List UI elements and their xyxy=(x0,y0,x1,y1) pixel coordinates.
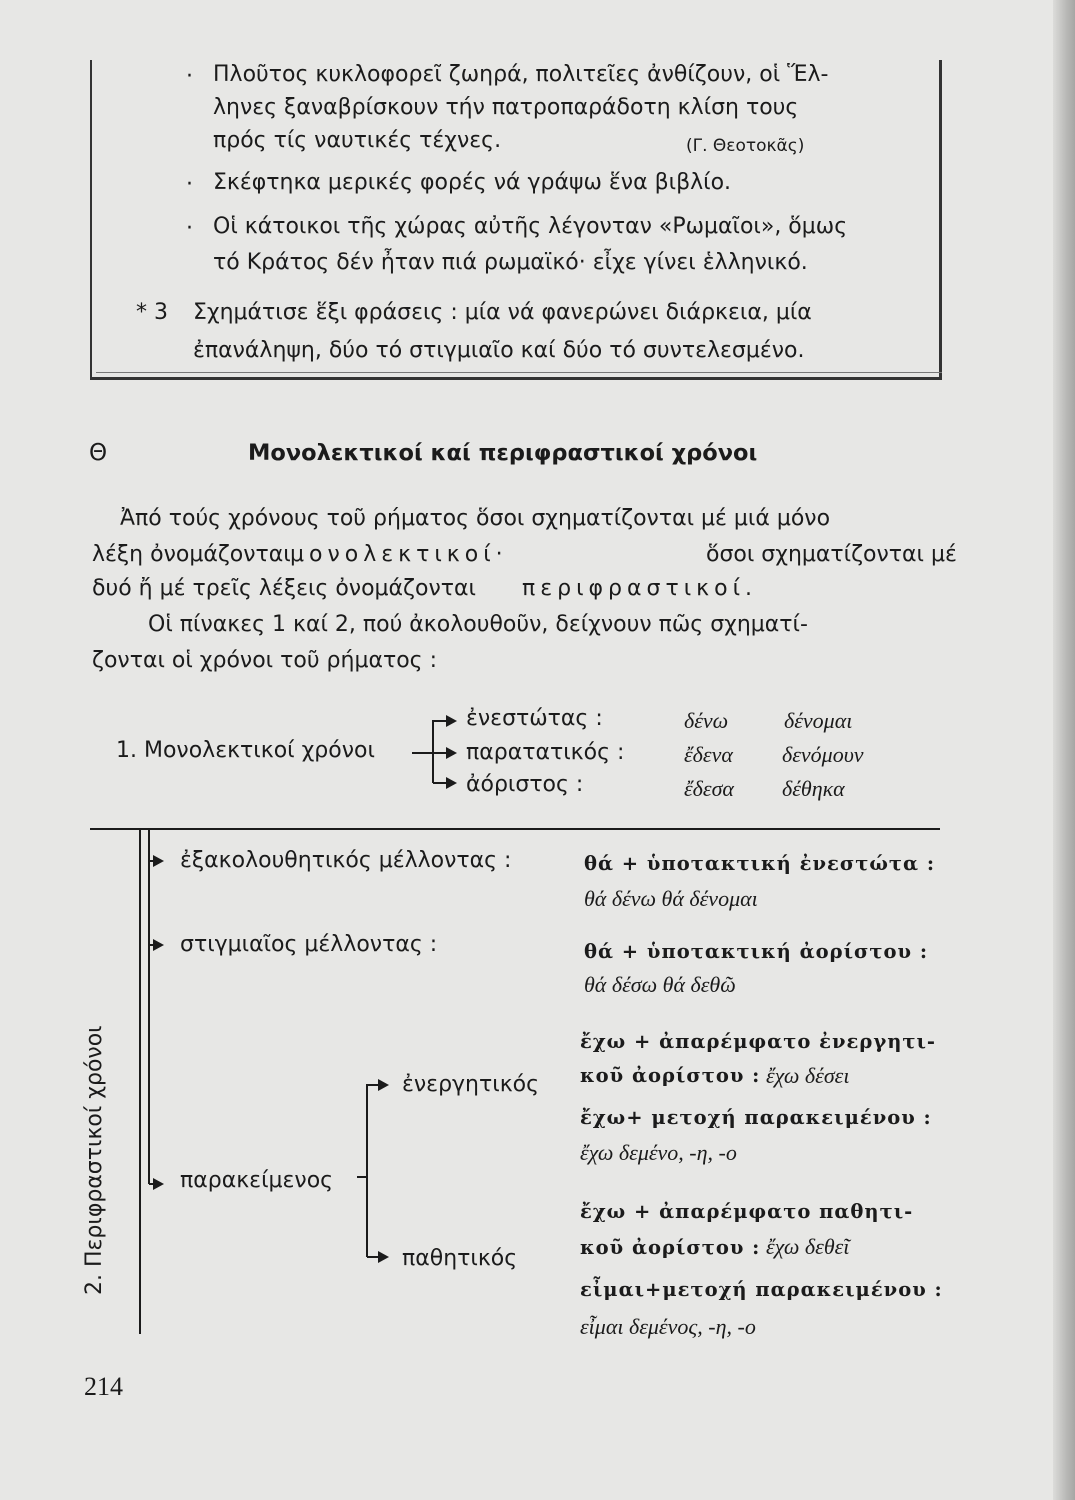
rule-future-simple: θά + ὑποτακτική ἀορίστου : xyxy=(584,940,929,963)
page-edge-shadow xyxy=(1053,0,1075,1500)
exercise-sentence-3-line-1: Οἱ κάτοικοι τῆς χώρας αὐτῆς λέγονταν «Ρωμαῖοι», ὅμως xyxy=(213,214,848,239)
table1-bracket-stem xyxy=(412,752,434,754)
rule-perfect-passive-1a: ἔχω + ἀπαρέμφατο παθητι- xyxy=(580,1200,914,1223)
form-aorist-passive: δέθηκα xyxy=(782,776,845,801)
arrow-icon xyxy=(153,939,164,951)
perfect-active-label: ἐνεργητικός xyxy=(402,1072,540,1097)
bullet-marker: · xyxy=(186,64,193,89)
tense-aorist: ἀόριστος : xyxy=(466,772,584,797)
arrow-icon xyxy=(446,777,457,789)
exercise-sentence-1-line-2: ληνες ξαναβρίσκουν τήν πατροπαράδοτη κλίση τους xyxy=(213,95,799,120)
form-present-active: δένω xyxy=(684,708,729,733)
exercise-sentence-3-line-2: τό Κράτος δέν ἦταν πιά ρωμαϊκό· εἶχε γίνει ἑλληνικό. xyxy=(213,250,808,275)
arrow-icon xyxy=(378,1251,389,1263)
paragraph-1-line-1: Ἀπό τούς χρόνους τοῦ ρήματος ὅσοι σχηματίζονται μέ μιά μόνο xyxy=(120,506,831,531)
example-future-continuous: θά δένω θά δένομαι xyxy=(584,886,758,911)
table2-vertical-label: 2. Περιφραστικοί χρόνοι xyxy=(82,1025,107,1295)
example-perfect-passive-1: ἔχω δεθεῖ xyxy=(766,1234,850,1259)
table1-arrow-shaft xyxy=(433,752,447,754)
paragraph-1-line-2a: λέξη ὀνομάζονται xyxy=(92,542,291,567)
table2-inner-bracket xyxy=(148,829,150,1184)
rule-perfect-active-2: ἔχω+ μετοχή παρακειμένου : xyxy=(580,1106,932,1129)
perfect-passive-label: παθητικός xyxy=(402,1246,518,1271)
table1-arrow-shaft xyxy=(433,720,447,722)
form-aorist-active: ἔδεσα xyxy=(684,776,734,801)
arrow-icon xyxy=(153,1178,164,1190)
exercise-sentence-2: Σκέφτηκα μερικές φορές νά γράψω ἕνα βιβλίο. xyxy=(213,170,732,195)
rule-perfect-active-1a: ἔχω + ἀπαρέμφατο ἐνεργητι- xyxy=(580,1030,937,1053)
example-perfect-active-2: ἔχω δεμένο, -η, -ο xyxy=(580,1140,737,1165)
arrow-icon xyxy=(446,715,457,727)
example-perfect-active-1: ἔχω δέσει xyxy=(766,1063,850,1088)
rule-perfect-passive-2: εἶμαι+μετοχή παρακειμένου : xyxy=(580,1278,943,1301)
table1-label: 1. Μονολεκτικοί χρόνοι xyxy=(116,738,375,763)
exercise-box-inner-rule xyxy=(96,372,942,373)
term-monolectic: μονολεκτικοί· xyxy=(290,542,508,567)
page-number: 214 xyxy=(84,1372,123,1401)
exercise-sentence-1-line-3: πρός τίς ναυτικές τέχνες. xyxy=(213,128,502,153)
tense-imperfect: παρατατικός : xyxy=(466,740,625,765)
arrow-icon xyxy=(446,747,457,759)
term-periphrastic: περιφραστικοί. xyxy=(522,576,758,601)
form-imperfect-active: ἔδενα xyxy=(684,742,733,767)
rule-perfect-passive-1b: κοῦ ἀορίστου : xyxy=(580,1236,761,1259)
tense-future-simple: στιγμιαῖος μέλλοντας : xyxy=(180,932,438,957)
example-perfect-passive-2: εἶμαι δεμένος, -η, -ο xyxy=(580,1314,756,1339)
paragraph-2-line-1: Οἱ πίνακες 1 καί 2, πού ἀκολουθοῦν, δείχνουν πῶς σχηματί- xyxy=(148,612,808,637)
arrow-icon xyxy=(378,1079,389,1091)
tense-present: ἐνεστώτας : xyxy=(466,706,603,731)
paragraph-1-line-2b: ὅσοι σχηματίζονται μέ xyxy=(706,542,957,567)
section-letter: Θ xyxy=(89,440,108,466)
example-future-simple: θά δέσω θά δεθῶ xyxy=(584,972,736,997)
table1-arrow-shaft xyxy=(433,782,447,784)
perfect-bracket xyxy=(366,1084,368,1257)
paragraph-2-line-2: ζονται οἱ χρόνοι τοῦ ρήματος : xyxy=(92,648,437,673)
arrow-icon xyxy=(153,855,164,867)
table2-top-rule xyxy=(90,828,940,830)
rule-future-continuous: θά + ὑποτακτική ἐνεστώτα : xyxy=(584,852,936,875)
exercise-task-line-2: ἐπανάληψη, δύο τό στιγμιαῖο καί δύο τό συντελεσμένο. xyxy=(193,338,805,363)
bullet-marker: · xyxy=(186,172,193,197)
bullet-marker: · xyxy=(186,216,193,241)
paragraph-1-line-3a: δυό ἤ μέ τρεῖς λέξεις ὀνομάζονται xyxy=(92,576,476,601)
tense-future-continuous: ἐξακολουθητικός μέλλοντας : xyxy=(180,848,512,873)
section-title: Μονολεκτικοί καί περιφραστικοί χρόνοι xyxy=(248,440,758,466)
tense-perfect: παρακείμενος xyxy=(180,1168,334,1193)
exercise-task-line-1: Σχημάτισε ἕξι φράσεις : μία νά φανερώνει διάρκεια, μία xyxy=(193,300,812,325)
rule-perfect-active-1b: κοῦ ἀορίστου : xyxy=(580,1064,761,1087)
exercise-attribution: (Γ. Θεοτοκᾶς) xyxy=(686,136,805,156)
exercise-task-marker: * 3 xyxy=(136,300,168,325)
exercise-sentence-1-line-1: Πλοῦτος κυκλοφορεῖ ζωηρά, πολιτεῖες ἀνθίζουν, οἱ Ἕλ- xyxy=(213,62,829,87)
form-imperfect-passive: δενόμουν xyxy=(782,742,864,767)
form-present-passive: δένομαι xyxy=(784,708,853,733)
table2-outer-rule xyxy=(139,829,141,1334)
